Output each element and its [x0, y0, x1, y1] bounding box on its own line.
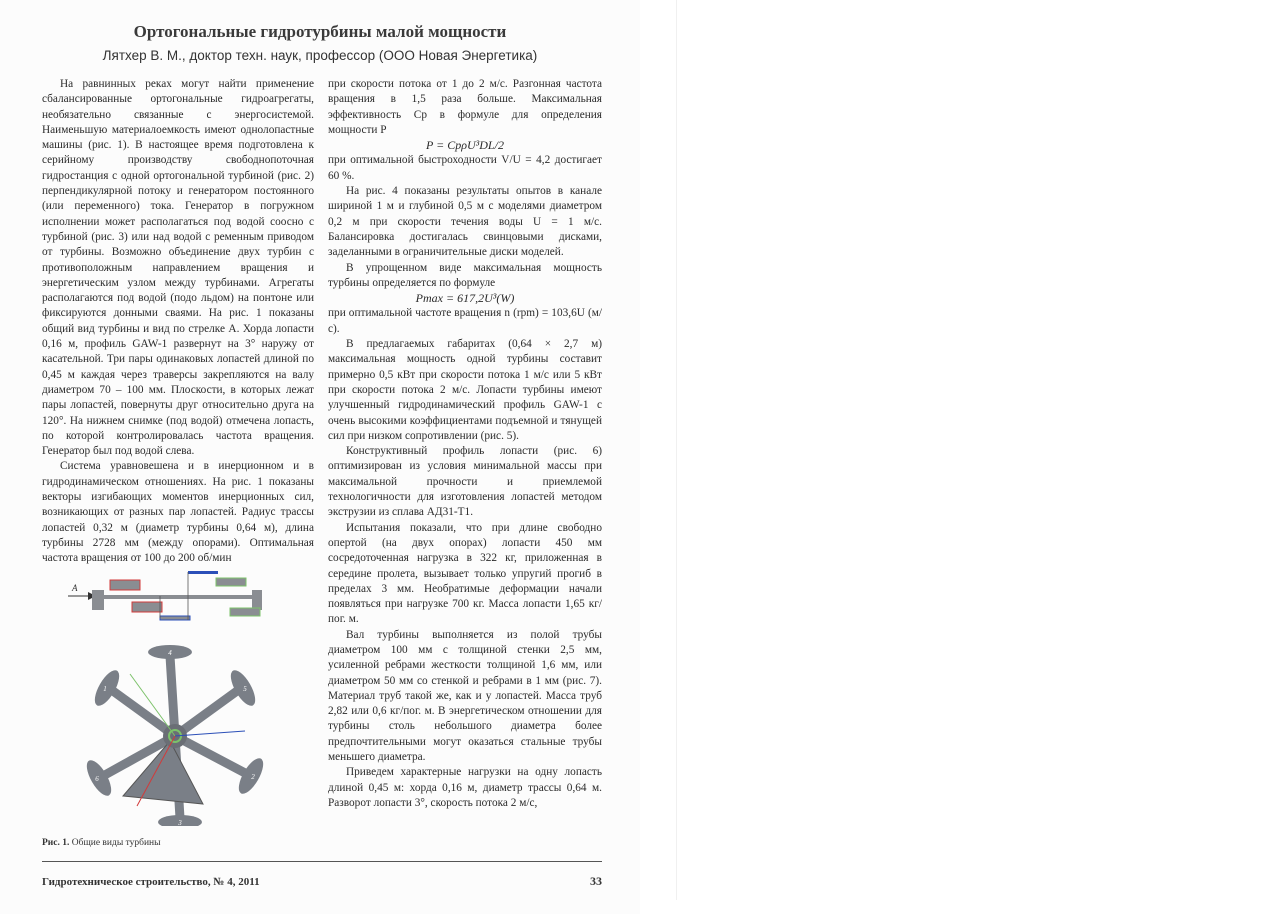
journal-reference: Гидротехническое строительство, № 4, 2011 — [42, 876, 260, 888]
caption-label: Рис. 1. — [42, 838, 70, 848]
blade-label-2: 2 — [251, 773, 255, 781]
paragraph: На рис. 4 показаны результаты опытов в канале шириной 1 м и глубиной 0,5 м с моделями диаметром 0,2 м при скорости течения воды U = 1 м/с. Балансировка достигалась свинцовыми дисками, заделанными в ограничительные диски моделей. — [328, 185, 602, 259]
blade-label-3: 3 — [178, 819, 182, 826]
paragraph: Конструктивный профиль лопасти (рис. 6) оптимизирован из условия минимальной массы при максимальной прочности и приемлемой технологичности для изготовления лопастей методом экструзии из сплава АД31-Т1. — [328, 445, 602, 519]
blade-label-1: 1 — [103, 685, 107, 693]
blade-3-side — [160, 616, 190, 620]
formula-power: P = CpρU³DL/2 — [426, 138, 504, 153]
blade-1 — [90, 667, 124, 710]
right-support — [252, 590, 262, 610]
column-2 — [328, 77, 602, 811]
blade-6-side — [230, 608, 260, 616]
paragraph: Система уравновешена и в инерционном и в гидродинамическом отношениях. На рис. 1 показаны векторы изгибающих моментов инерционных сил, возникающих от разных пар лопастей. Радиус трассы лопастей 0,32 м (диаметр турбины 0,64 м), длина турбины 2728 мм (между опорами). Оптимальная частота вращения от 100 до 200 об/мин — [42, 460, 314, 565]
formula-pmax: Pmax = 617,2U³(W) — [415, 291, 515, 306]
shaft — [100, 595, 256, 599]
column-1 — [42, 77, 314, 567]
turbine-end-view — [82, 645, 268, 826]
blade-2-side — [132, 602, 162, 612]
arm-4 — [170, 656, 175, 736]
paragraph: при оптимальной быстроходности V/U = 4,2 достигает 60 %. — [328, 154, 602, 182]
blade-label-4: 4 — [168, 649, 172, 657]
page-number: 33 — [590, 874, 602, 888]
footer-divider — [42, 861, 602, 862]
article-author: Лятхер В. М., доктор техн. наук, профессор (ООО Новая Энергетика) — [102, 48, 538, 63]
paragraph: при оптимальной частоте вращения n (rpm) = 103,6U (м/с). — [328, 307, 602, 335]
article-title: Ортогональные гидротурбины малой мощности — [133, 22, 507, 41]
paragraph: Испытания показали, что при длине свободно опертой (на двух опорах) лопасти 450 мм сосредоточенная нагрузка в 322 кг, приложенная в середине пролета, вызывает только упругий прогиб в пределах 3 мм. Необратимые деформации начали появляться при нагрузке 700 кг. Масса лопасти 1,65 кг/пог. м. — [328, 521, 602, 626]
turbine-side-view — [68, 571, 262, 620]
paragraph: при скорости потока от 1 до 2 м/с. Разгонная частота вращения в 1,5 раза больше. Максимальная эффективность Cp в формуле для определения мощности P — [328, 78, 602, 136]
traverse-triangle — [123, 741, 203, 804]
figure-caption — [42, 838, 161, 848]
figure-turbine — [30, 558, 300, 826]
turbine-drawing — [30, 558, 300, 826]
caption-text: Общие виды турбины — [71, 838, 161, 848]
paragraph: В предлагаемых габаритах (0,64 × 2,7 м) максимальная мощность одной турбины составит примерно 0,5 кВт при скорости потока 1 м/с или 5 кВт при скорости потока 2 м/с. Лопасти турбины имеют улучшенный гидродинамический профиль GAW-1 с очень высокими коэффициентами подъемной и тянущей сил при низком сопротивлении (рис. 5). — [328, 338, 602, 442]
paragraph: В упрощенном виде максимальная мощность турбины определяется по формуле — [328, 261, 602, 289]
blade-label-6: 6 — [95, 775, 99, 783]
left-support — [92, 590, 104, 610]
blade-5-side — [216, 578, 246, 586]
blade-6 — [82, 757, 116, 800]
arm-2 — [175, 736, 247, 774]
page-right-blank — [676, 0, 1269, 900]
paragraph: На равнинных реках могут найти применение сбалансированные ортогональные гидроагрегаты, необязательно связанные с энергосистемой. Наименьшую материалоемкость имеют однолопастные машины (рис. 1). В настоящее время подготовлена к серийному производству свободнопоточная гидростанция с одной ортогональной турбиной (рис. 2) перпендикулярной потоку и генератором постоянного (или переменного) тока. Генератор в погружном исполнении может располагаться под водой соосно с турбиной (рис. 3) или над водой с ременным приводом от турбины. Возможно объединение двух турбин с противоположным направлением вращения и энергетическим узлом между турбинами. Агрегаты располагаются под водой (подо льдом) на понтоне или фиксируются донными сваями. На рис. 1 показаны общий вид турбины и вид по стрелке А. Хорда лопасти 0,16 м, профиль GAW-1 развернут на 3° наружу от касательной. Три пары одинаковых лопастей длиной по 0,45 м каждая через траверсы закрепляются на валу диаметром 70 – 100 мм. Плоскости, в которых лежат пары лопастей, повернуты друг относительно друга на 120°. На нижнем снимке (под водой) отмечена лопасть, по которой контролировалась частота вращения. Генератор был под водой слева. — [42, 78, 314, 458]
paragraph: Приведем характерные нагрузки на одну лопасть длиной 0,45 м: хорда 0,16 м, диаметр трассы 0,64 м. Разворот лопасти 3°, скорость потока 2 м/с, — [328, 766, 602, 809]
blade-label-5: 5 — [243, 685, 247, 693]
blade-1-side — [110, 580, 140, 590]
arrow-a-label: A — [72, 583, 78, 593]
blade-4-side — [188, 571, 218, 574]
paragraph: Вал турбины выполняется из полой трубы диаметром 100 мм с толщиной стенки 2,5 мм, усиленной ребрами жесткости толщиной 1,6 мм, или диаметром 50 мм со стенкой и ребрами в 1 мм (рис. 7). Материал труб такой же, как и у лопастей. Масса труб 2,82 или 0,6 кг/пог. м. В энергетическом отношении для турбины столь небольшого диаметра более предпочтительными могут оказаться стальные трубы меньшего диаметра. — [328, 628, 602, 764]
